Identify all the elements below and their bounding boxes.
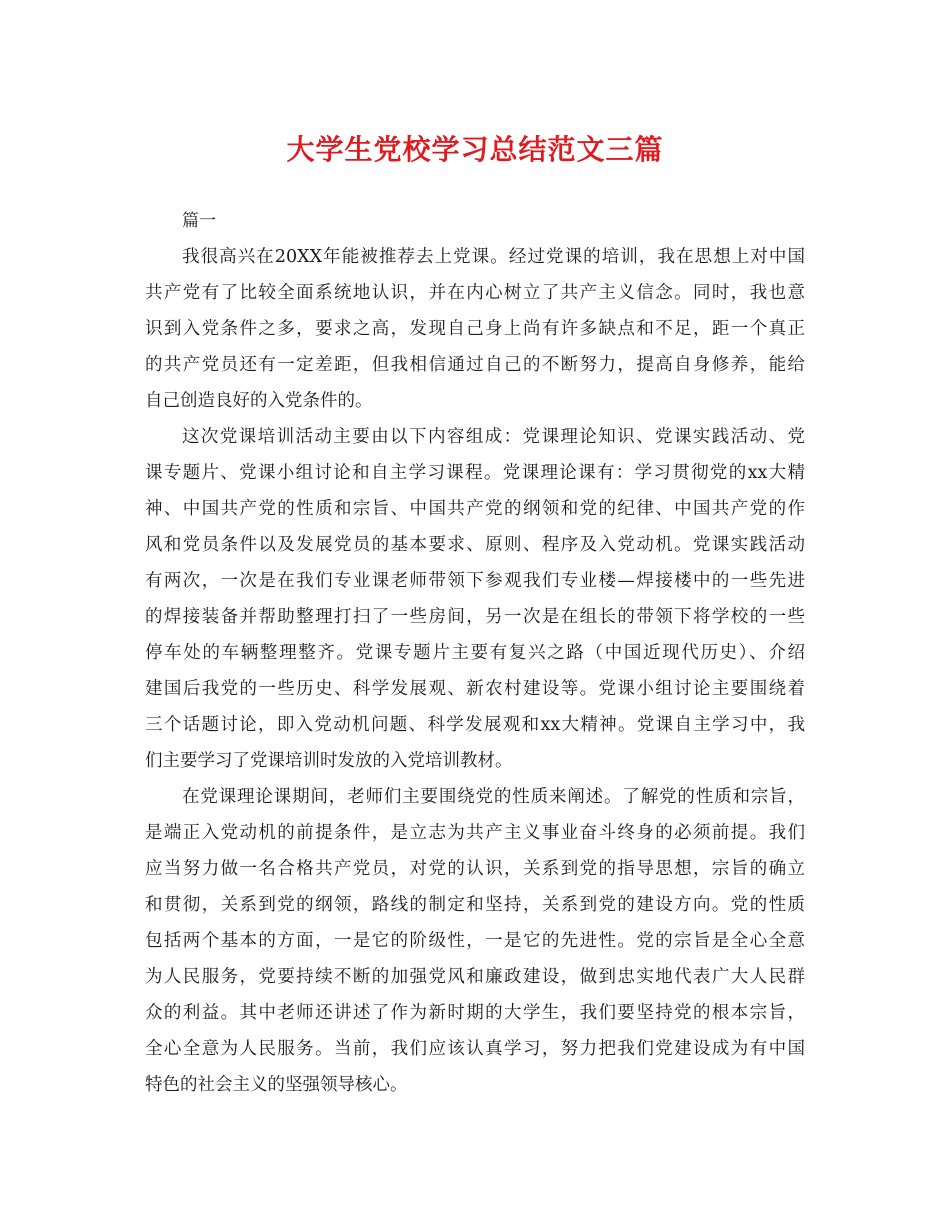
paragraph-line: 有两次，一次是在我们专业课老师带领下参观我们专业楼—焊接楼中的一些先进	[145, 571, 805, 591]
paragraph-line: 包括两个基本的方面，一是它的阶级性，一是它的先进性。党的宗旨是全心全意	[145, 931, 805, 951]
paragraph	[145, 419, 805, 779]
paragraph-line: 的焊接装备并帮助整理打扫了一些房间，另一次是在组长的带领下将学校的一些	[145, 607, 805, 627]
paragraph-line: 三个话题讨论，即入党动机问题、科学发展观和xx大精神。党课自主学习中，我	[145, 715, 805, 735]
paragraph-line: 为人民服务，党要持续不断的加强党风和廉政建设，做到忠实地代表广大人民群	[145, 967, 805, 987]
paragraph-line: 自己创造良好的入党条件的。	[145, 391, 373, 411]
paragraph-line: 的共产党员还有一定差距，但我相信通过自己的不断努力，提高自身修养，能给	[145, 355, 805, 375]
paragraph-line: 们主要学习了党课培训时发放的入党培训教材。	[145, 751, 513, 771]
paragraph-line: 全心全意为人民服务。当前，我们应该认真学习，努力把我们党建设成为有中国	[145, 1039, 805, 1059]
paragraph-line: 风和党员条件以及发展党员的基本要求、原则、程序及入党动机。党课实践活动	[145, 535, 805, 555]
paragraph-list	[145, 239, 805, 1103]
paragraph-line: 应当努力做一名合格共产党员，对党的认识，关系到党的指导思想，宗旨的确立	[145, 859, 805, 879]
section-label: 篇一	[182, 211, 216, 231]
paragraph-line: 在党课理论课期间，老师们主要围绕党的性质来阐述。了解党的性质和宗旨，	[182, 787, 805, 807]
paragraph-line: 共产党有了比较全面系统地认识，并在内心树立了共产主义信念。同时，我也意	[145, 283, 805, 303]
document-body	[145, 203, 805, 1103]
paragraph	[145, 779, 805, 1103]
paragraph	[145, 239, 805, 419]
paragraph-line: 停车处的车辆整理整齐。党课专题片主要有复兴之路（中国近现代历史）、介绍	[145, 643, 805, 663]
paragraph-line: 这次党课培训活动主要由以下内容组成：党课理论知识、党课实践活动、党	[182, 427, 805, 447]
paragraph-line: 是端正入党动机的前提条件，是立志为共产主义事业奋斗终身的必须前提。我们	[145, 823, 805, 843]
paragraph-line: 和贯彻，关系到党的纲领，路线的制定和坚持，关系到党的建设方向。党的性质	[145, 895, 805, 915]
document-title: 大学生党校学习总结范文三篇	[286, 133, 664, 166]
paragraph-line: 神、中国共产党的性质和宗旨、中国共产党的纲领和党的纪律、中国共产党的作	[145, 499, 805, 519]
paragraph-line: 众的利益。其中老师还讲述了作为新时期的大学生，我们要坚持党的根本宗旨，	[145, 1003, 805, 1023]
paragraph-line: 识到入党条件之多，要求之高，发现自己身上尚有许多缺点和不足，距一个真正	[145, 319, 805, 339]
paragraph-line: 特色的社会主义的坚强领导核心。	[145, 1075, 408, 1095]
paragraph-line: 建国后我党的一些历史、科学发展观、新农村建设等。党课小组讨论主要围绕着	[145, 679, 805, 699]
paragraph-line: 课专题片、党课小组讨论和自主学习课程。党课理论课有：学习贯彻党的xx大精	[145, 463, 805, 483]
paragraph-line: 我很高兴在20XX年能被推荐去上党课。经过党课的培训，我在思想上对中国	[182, 247, 805, 267]
